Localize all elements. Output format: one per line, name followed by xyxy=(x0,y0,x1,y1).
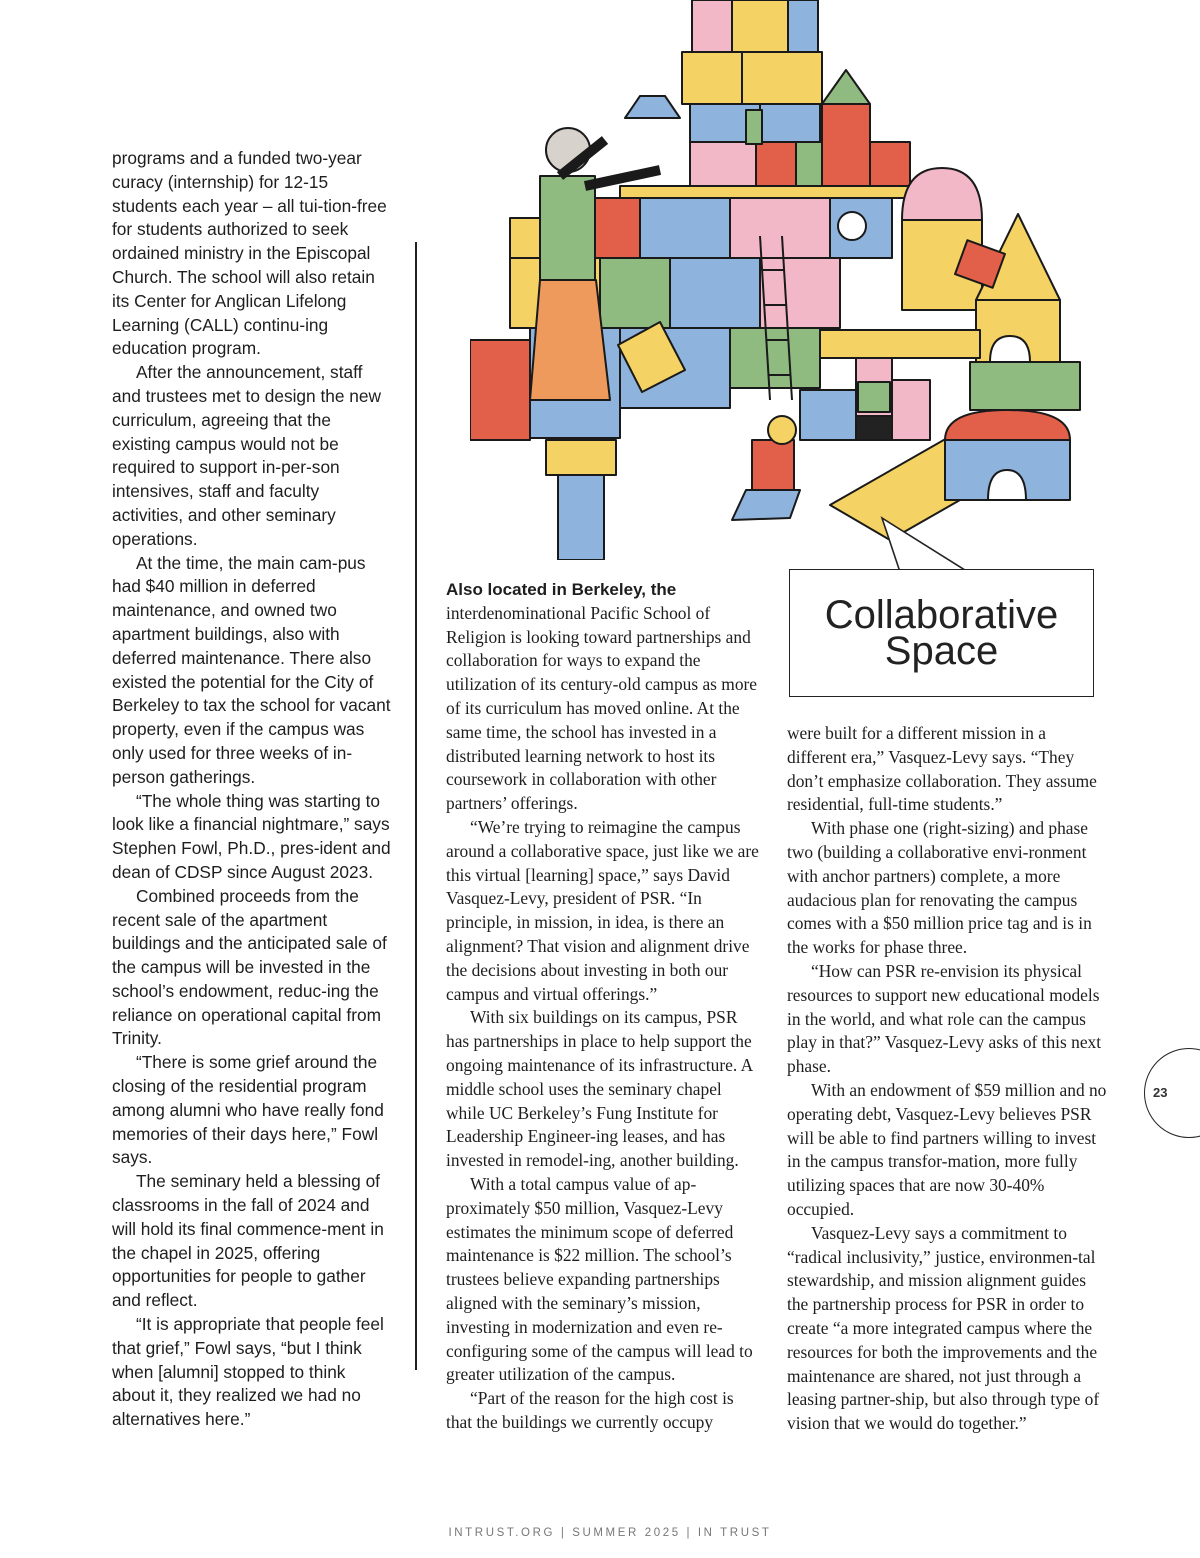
column-middle xyxy=(446,578,764,1435)
col2-paragraph-text: interdenominational Pacific School of Religion is looking toward partnerships and collaboration for ways to expand the utilization of its century-old campus as more of its curriculum has moved online. At the same time, the school has invested in a distributed learning network to host its coursework in collaboration with other partners’ offerings. xyxy=(446,602,758,814)
col3-paragraph: Vasquez-Levy says a commitment to “radical inclusivity,” justice, environmen-tal stewardship, and mission alignment guides the partnership process for PSR in order to create “a more integrated campus where the resources for both the improvements and the maintenance are shared, not just through a leasing partner-ship, but also through type of vision that we would do together.” xyxy=(787,1222,1100,1434)
col2-lead-paragraph xyxy=(446,578,764,816)
col2-paragraph: With six buildings on its campus, PSR has partnerships in place to help support the ongoing maintenance of its infrastructure. A middle school uses the seminary chapel while UC Berkeley’s Fung Institute for Leadership Engineer-ing leases, and has invested in remodel-ing, another building. xyxy=(446,1007,753,1171)
col1-paragraph: “There is some grief around the closing of the residential program among alumni who have really fond memories of their days here,” Fowl says. xyxy=(112,1052,384,1168)
building-blocks-illustration xyxy=(470,0,1082,560)
column-left xyxy=(112,147,392,1432)
col1-paragraph: “The whole thing was starting to look like a financial nightmare,” says Stephen Fowl, Ph.D., pres-ident and dean of CDSP since August 2023. xyxy=(112,790,391,882)
column-right xyxy=(787,722,1107,1436)
col3-paragraph: “How can PSR re-envision its physical resources to support new educational models in the world, and what role can the campus play in that?” Vasquez-Levy asks of this next phase. xyxy=(787,960,1102,1077)
callout-line1: Collaborative xyxy=(824,593,1059,637)
col1-paragraph: At the time, the main cam-pus had $40 million in deferred maintenance, and owned two apartment buildings, also with deferred maintenance. There also existed the potential for the City of Berkeley to tax the school for vacant property, even if the campus was only used for three weeks of in-person gatherings. xyxy=(112,552,391,787)
col2-paragraph: “Part of the reason for the high cost is that the buildings we currently occupy xyxy=(446,1388,734,1432)
col3-paragraph: With an endowment of $59 million and no operating debt, Vasquez-Levy believes PSR will be able to find partners willing to invest in the campus transfor-mation, more fully utilizing spaces that are now 30-40% occupied. xyxy=(787,1079,1107,1219)
col1-paragraph: After the announcement, staff and trustees met to design the new curriculum, agreeing that the existing campus would not be required to support in-per-son intensives, staff and faculty activities, and other seminary operations. xyxy=(112,362,381,549)
col1-paragraph: The seminary held a blessing of classrooms in the fall of 2024 and will hold its final commence-ment in the chapel in 2025, offering opportunities for people to gather and reflect. xyxy=(112,1171,384,1311)
col3-paragraph: were built for a different mission in a different era,” Vasquez-Levy says. “They don’t emphasize collaboration. They assume residential, full-time students.” xyxy=(787,723,1097,815)
callout-tail xyxy=(880,516,970,574)
lead-in: Also located in Berkeley, the xyxy=(446,580,677,599)
col1-paragraph: Combined proceeds from the recent sale of the apartment buildings and the anticipated sale of the campus will be invested in the school’s endowment, reduc-ing the reliance on operational capital from Trinity. xyxy=(112,885,387,1049)
page-number: 23 xyxy=(1153,1085,1168,1100)
column-divider xyxy=(415,242,417,1370)
col2-paragraph: “We’re trying to reimagine the campus around a collaborative space, just like we are this virtual [learning] space,” says David Vasquez-Levy, president of PSR. “In principle, in mission, in idea, is there an alignment? That vision and alignment drive the decisions about investing in both our campus and virtual offerings.” xyxy=(446,816,759,1004)
col2-paragraph: With a total campus value of ap-proximately $50 million, Vasquez-Levy estimates the minimum scope of deferred maintenance is $22 million. The school’s trustees believe expanding partnerships aligned with the seminary’s mission, investing in modernization and even re-configuring some of the campus will lead to greater utilization of the campus. xyxy=(446,1173,753,1385)
col1-paragraph: programs and a funded two-year curacy (internship) for 12-15 students each year – all tui-tion-free for students authorized to seek ordained ministry in the Episcopal Church. The school will also retain its Center for Anglican Lifelong Learning (CALL) continu-ing education program. xyxy=(112,148,387,359)
callout-line2: Space xyxy=(884,629,999,673)
col1-paragraph: “It is appropriate that people feel that grief,” Fowl says, “but I think when [alumni] stopped to think about it, they realized we had no alternatives here.” xyxy=(112,1314,384,1430)
page-footer: INTRUST.ORG | SUMMER 2025 | IN TRUST xyxy=(448,1527,772,1539)
callout-box xyxy=(789,569,1094,697)
col3-paragraph: With phase one (right-sizing) and phase two (building a collaborative envi-ronment with anchor partners) complete, a more audacious plan for renovating the campus comes with a $50 million price tag and is in the works for phase three. xyxy=(787,818,1092,958)
